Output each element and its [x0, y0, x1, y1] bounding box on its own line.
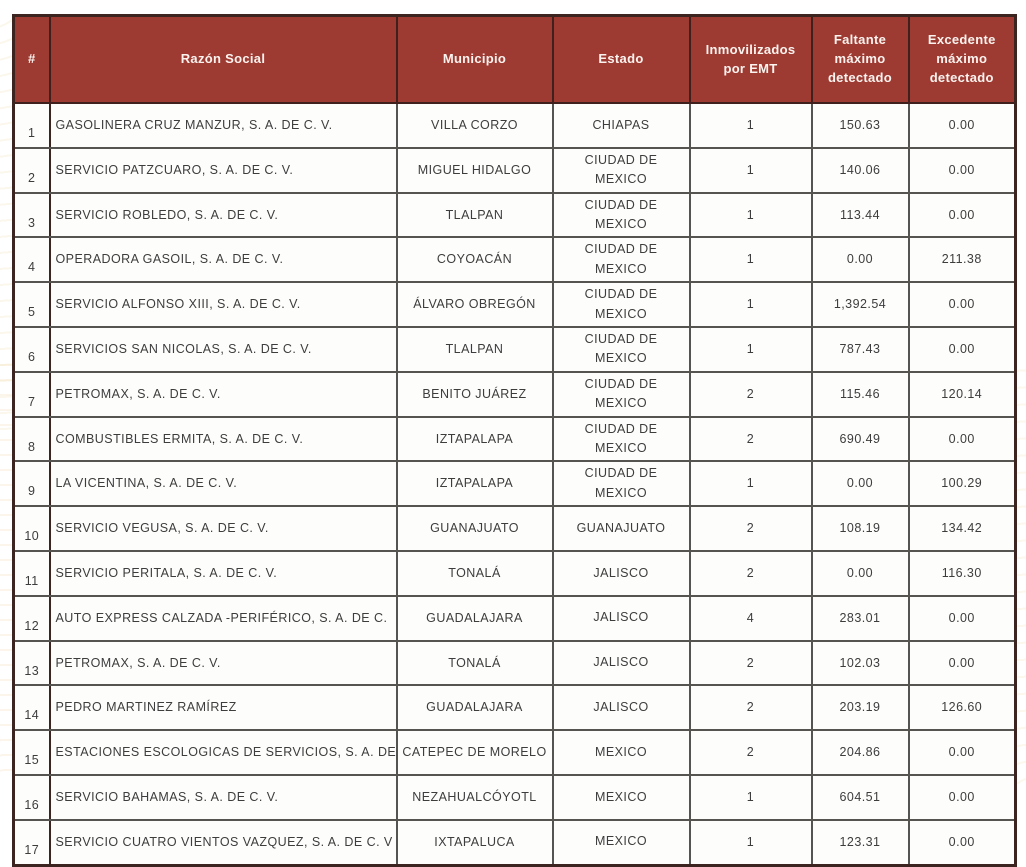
faltante-cell: [812, 461, 909, 506]
column-header-faltante: Faltante máximo detectado: [812, 16, 909, 104]
estado-text: JALISCO: [593, 700, 649, 715]
municipio-text: VILLA CORZO: [431, 118, 518, 133]
row-number-cell: [14, 282, 50, 327]
razon-social-text: GASOLINERA CRUZ MANZUR, S. A. DE C. V.: [55, 118, 333, 133]
faltante-value: 604.51: [839, 789, 881, 804]
inmovilizados-cell: [690, 730, 812, 775]
municipio-cell: [397, 417, 553, 462]
table-row: [14, 282, 1016, 327]
row-number: 4: [28, 260, 36, 275]
razon-social-cell: [50, 730, 397, 775]
row-number-cell: [14, 730, 50, 775]
table-row: [14, 685, 1016, 730]
faltante-cell: [812, 372, 909, 417]
municipio-cell: [397, 641, 553, 686]
inmovilizados-cell: [690, 417, 812, 462]
excedente-value: 0.00: [948, 342, 975, 356]
razon-social-text: SERVICIOS SAN NICOLAS, S. A. DE C. V.: [55, 342, 312, 356]
row-number: 7: [28, 394, 36, 409]
razon-social-cell: [50, 596, 397, 641]
inmovilizados-value: 1: [746, 118, 755, 133]
inmovilizados-cell: [690, 461, 812, 506]
faltante-cell: [812, 193, 909, 238]
municipio-cell: [397, 775, 553, 820]
inmovilizados-value: 1: [746, 789, 755, 804]
table-row: [14, 641, 1016, 686]
municipio-cell: [397, 730, 553, 775]
inmovilizados-value: 2: [746, 521, 755, 536]
table-row: [14, 103, 1016, 148]
razon-social-text: SERVICIO PERITALA, S. A. DE C. V.: [55, 565, 278, 580]
excedente-cell: [909, 551, 1016, 596]
estado-cell: [553, 417, 690, 462]
excedente-value: 0.00: [948, 834, 975, 849]
faltante-cell: [812, 730, 909, 775]
municipio-cell: [397, 506, 553, 551]
municipio-text: IXTAPALUCA: [434, 834, 515, 849]
table-row: [14, 148, 1016, 193]
row-number: 17: [24, 842, 40, 857]
municipio-text: IZTAPALAPA: [435, 476, 514, 491]
excedente-cell: [909, 730, 1016, 775]
inmovilizados-cell: [690, 193, 812, 238]
inmovilizados-value: 1: [746, 207, 755, 222]
inmovilizados-value: 2: [746, 565, 755, 580]
faltante-value: 140.06: [839, 162, 881, 177]
faltante-value: 0.00: [846, 565, 874, 580]
municipio-cell: [397, 685, 553, 730]
inmovilizados-cell: [690, 685, 812, 730]
excedente-cell: [909, 282, 1016, 327]
razon-social-cell: [50, 372, 397, 417]
faltante-value: 204.86: [839, 745, 881, 760]
row-number: 15: [24, 753, 40, 768]
inmovilizados-cell: [690, 596, 812, 641]
municipio-cell: [397, 193, 553, 238]
row-number-cell: [14, 103, 50, 148]
estado-text: CIUDAD DE MEXICO: [584, 242, 658, 276]
column-header-number: #: [14, 16, 50, 104]
excedente-cell: [909, 148, 1016, 193]
excedente-cell: [909, 685, 1016, 730]
faltante-value: 1,392.54: [833, 297, 887, 312]
table-row: [14, 820, 1016, 865]
estado-cell: [553, 596, 690, 641]
row-number-cell: [14, 461, 50, 506]
faltante-cell: [812, 641, 909, 686]
razon-social-cell: [50, 103, 397, 148]
faltante-value: 0.00: [846, 476, 874, 491]
row-number: 13: [24, 663, 40, 678]
excedente-value: 0.00: [948, 162, 975, 177]
municipio-text: IZTAPALAPA: [435, 431, 514, 446]
inmovilizados-cell: [690, 506, 812, 551]
faltante-cell: [812, 417, 909, 462]
estado-cell: [553, 282, 690, 327]
faltante-cell: [812, 596, 909, 641]
table-row: [14, 461, 1016, 506]
inmovilizados-value: 1: [746, 834, 755, 849]
estado-text: CIUDAD DE MEXICO: [584, 466, 658, 500]
row-number: 5: [28, 305, 36, 320]
estado-cell: [553, 775, 690, 820]
razon-social-cell: [50, 237, 397, 282]
razon-social-text: AUTO EXPRESS CALZADA -PERIFÉRICO, S. A. DE C.: [55, 610, 388, 625]
table-row: [14, 551, 1016, 596]
municipio-text: GUADALAJARA: [426, 610, 523, 625]
municipio-text: TLALPAN: [445, 342, 504, 356]
estado-cell: [553, 103, 690, 148]
estado-text: CIUDAD DE MEXICO: [584, 152, 658, 187]
excedente-value: 0.00: [948, 207, 975, 222]
municipio-cell: [397, 820, 553, 865]
estado-text: CIUDAD DE MEXICO: [584, 376, 658, 411]
faltante-value: 0.00: [846, 252, 874, 267]
column-header-inmovilizados: Inmovilizados por EMT: [690, 16, 812, 104]
estado-cell: [553, 237, 690, 282]
row-number: 1: [28, 126, 36, 141]
column-header-municipio: Municipio: [397, 16, 553, 104]
estado-text: CHIAPAS: [592, 117, 650, 132]
razon-social-cell: [50, 506, 397, 551]
row-number: 9: [28, 484, 36, 499]
inmovilizados-value: 1: [746, 252, 755, 267]
estado-text: MEXICO: [594, 834, 647, 849]
excedente-cell: [909, 103, 1016, 148]
report-table-container: [12, 14, 1026, 867]
razon-social-cell: [50, 327, 397, 372]
row-number: 12: [24, 618, 40, 633]
estado-cell: [553, 327, 690, 372]
faltante-cell: [812, 237, 909, 282]
municipio-text: TONALÁ: [448, 655, 501, 670]
table-row: [14, 237, 1016, 282]
excedente-value: 134.42: [941, 521, 983, 536]
municipio-cell: [397, 148, 553, 193]
razon-social-text: SERVICIO ROBLEDO, S. A. DE C. V.: [55, 207, 279, 222]
table-row: [14, 596, 1016, 641]
table-body: [14, 103, 1016, 865]
column-header-estado: Estado: [553, 16, 690, 104]
row-number-cell: [14, 417, 50, 462]
inmovilizados-value: 2: [746, 386, 755, 401]
excedente-value: 0.00: [948, 297, 975, 312]
row-number-cell: [14, 685, 50, 730]
table-row: [14, 193, 1016, 238]
estado-text: CIUDAD DE MEXICO: [584, 421, 658, 455]
estado-text: CIUDAD DE MEXICO: [584, 332, 658, 366]
inmovilizados-cell: [690, 327, 812, 372]
inmovilizados-cell: [690, 282, 812, 327]
inmovilizados-cell: [690, 551, 812, 596]
faltante-value: 113.44: [839, 207, 880, 222]
inmovilizados-value: 2: [746, 431, 755, 446]
razon-social-text: PETROMAX, S. A. DE C. V.: [55, 655, 221, 670]
estado-text: JALISCO: [593, 565, 649, 580]
razon-social-text: SERVICIO PATZCUARO, S. A. DE C. V.: [55, 162, 294, 177]
municipio-text: TLALPAN: [445, 207, 504, 222]
razon-social-text: SERVICIO VEGUSA, S. A. DE C. V.: [55, 521, 269, 536]
column-header-excedente: Excedente máximo detectado: [909, 16, 1016, 104]
municipio-text: COYOACÁN: [436, 252, 513, 267]
razon-social-text: COMBUSTIBLES ERMITA, S. A. DE C. V.: [55, 431, 304, 446]
table-row: [14, 372, 1016, 417]
row-number: 3: [28, 215, 36, 230]
row-number: 2: [28, 170, 36, 185]
excedente-cell: [909, 327, 1016, 372]
excedente-cell: [909, 506, 1016, 551]
row-number: 6: [28, 350, 36, 365]
excedente-value: 0.00: [948, 431, 975, 446]
estado-cell: [553, 685, 690, 730]
table-row: [14, 775, 1016, 820]
faltante-value: 115.46: [839, 386, 880, 401]
municipio-text: NEZAHUALCÓYOTL: [412, 789, 537, 804]
faltante-cell: [812, 103, 909, 148]
municipio-cell: [397, 237, 553, 282]
excedente-cell: [909, 237, 1016, 282]
municipio-text: CATEPEC DE MORELO: [402, 745, 547, 760]
faltante-cell: [812, 327, 909, 372]
estado-text: MEXICO: [594, 789, 647, 804]
excedente-value: 116.30: [941, 565, 982, 580]
faltante-value: 150.63: [839, 118, 881, 133]
estado-text: GUANAJUATO: [576, 520, 666, 535]
estado-cell: [553, 506, 690, 551]
excedente-value: 211.38: [941, 252, 982, 267]
table-row: [14, 506, 1016, 551]
estado-text: MEXICO: [594, 744, 647, 759]
municipio-cell: [397, 372, 553, 417]
excedente-value: 100.29: [941, 476, 983, 491]
razon-social-text: SERVICIO ALFONSO XIII, S. A. DE C. V.: [55, 297, 301, 312]
estado-text: JALISCO: [593, 655, 649, 670]
municipio-text: GUANAJUATO: [430, 521, 519, 536]
row-number-cell: [14, 506, 50, 551]
table-row: [14, 327, 1016, 372]
razon-social-cell: [50, 148, 397, 193]
inmovilizados-cell: [690, 641, 812, 686]
municipio-cell: [397, 282, 553, 327]
row-number: 11: [24, 574, 39, 589]
faltante-cell: [812, 775, 909, 820]
estado-cell: [553, 730, 690, 775]
row-number-cell: [14, 596, 50, 641]
row-number-cell: [14, 193, 50, 238]
excedente-value: 0.00: [948, 745, 975, 760]
faltante-cell: [812, 685, 909, 730]
inmovilizados-value: 1: [746, 476, 755, 491]
excedente-value: 0.00: [948, 789, 975, 804]
table-row: [14, 417, 1016, 462]
faltante-value: 283.01: [839, 610, 881, 625]
estado-cell: [553, 461, 690, 506]
column-header-razon-social: Razón Social: [50, 16, 397, 104]
inmovilizados-value: 1: [746, 297, 755, 312]
inmovilizados-cell: [690, 103, 812, 148]
excedente-value: 0.00: [948, 610, 975, 625]
excedente-value: 120.14: [941, 386, 983, 401]
excedente-cell: [909, 372, 1016, 417]
excedente-cell: [909, 820, 1016, 865]
inmovilizados-cell: [690, 372, 812, 417]
faltante-value: 203.19: [839, 700, 881, 715]
estado-text: CIUDAD DE MEXICO: [584, 197, 658, 231]
municipio-cell: [397, 327, 553, 372]
faltante-value: 108.19: [839, 521, 881, 536]
inmovilizados-value: 2: [746, 700, 755, 715]
excedente-cell: [909, 596, 1016, 641]
estado-text: CIUDAD DE MEXICO: [584, 287, 658, 321]
gas-stations-table: [12, 14, 1017, 867]
excedente-cell: [909, 775, 1016, 820]
faltante-cell: [812, 820, 909, 865]
razon-social-cell: [50, 775, 397, 820]
razon-social-text: ESTACIONES ESCOLOGICAS DE SERVICIOS, S. A. DE: [55, 745, 397, 760]
razon-social-cell: [50, 551, 397, 596]
header-row: [14, 16, 1016, 104]
razon-social-cell: [50, 685, 397, 730]
row-number-cell: [14, 775, 50, 820]
inmovilizados-cell: [690, 775, 812, 820]
row-number-cell: [14, 641, 50, 686]
excedente-cell: [909, 193, 1016, 238]
estado-text: JALISCO: [593, 610, 649, 625]
estado-cell: [553, 551, 690, 596]
razon-social-cell: [50, 641, 397, 686]
faltante-value: 787.43: [839, 342, 881, 356]
excedente-value: 0.00: [948, 118, 975, 133]
inmovilizados-cell: [690, 820, 812, 865]
faltante-value: 123.31: [839, 834, 881, 849]
table-header: [14, 16, 1016, 104]
row-number-cell: [14, 820, 50, 865]
inmovilizados-cell: [690, 237, 812, 282]
municipio-cell: [397, 103, 553, 148]
excedente-value: 0.00: [948, 655, 975, 670]
row-number-cell: [14, 237, 50, 282]
row-number: 16: [24, 798, 40, 812]
faltante-cell: [812, 551, 909, 596]
municipio-text: MIGUEL HIDALGO: [417, 162, 532, 177]
municipio-text: TONALÁ: [448, 565, 501, 580]
estado-cell: [553, 641, 690, 686]
estado-cell: [553, 820, 690, 865]
faltante-cell: [812, 282, 909, 327]
faltante-value: 102.03: [839, 655, 881, 670]
faltante-cell: [812, 148, 909, 193]
estado-cell: [553, 148, 690, 193]
razon-social-cell: [50, 282, 397, 327]
excedente-cell: [909, 461, 1016, 506]
municipio-text: ÁLVARO OBREGÓN: [413, 297, 536, 312]
razon-social-text: SERVICIO BAHAMAS, S. A. DE C. V.: [55, 789, 279, 804]
row-number: 10: [24, 529, 40, 544]
estado-cell: [553, 372, 690, 417]
razon-social-cell: [50, 820, 397, 865]
excedente-cell: [909, 417, 1016, 462]
municipio-text: GUADALAJARA: [426, 700, 523, 715]
estado-cell: [553, 193, 690, 238]
row-number-cell: [14, 327, 50, 372]
razon-social-text: PEDRO MARTINEZ RAMÍREZ: [55, 700, 237, 715]
excedente-cell: [909, 641, 1016, 686]
razon-social-cell: [50, 461, 397, 506]
row-number: 14: [24, 708, 40, 723]
municipio-text: BENITO JUÁREZ: [422, 386, 527, 401]
municipio-cell: [397, 596, 553, 641]
excedente-value: 126.60: [941, 700, 983, 715]
row-number-cell: [14, 551, 50, 596]
razon-social-text: PETROMAX, S. A. DE C. V.: [55, 386, 221, 401]
row-number-cell: [14, 148, 50, 193]
municipio-cell: [397, 551, 553, 596]
razon-social-text: LA VICENTINA, S. A. DE C. V.: [55, 476, 238, 491]
faltante-cell: [812, 506, 909, 551]
municipio-cell: [397, 461, 553, 506]
inmovilizados-value: 2: [746, 655, 755, 670]
inmovilizados-value: 2: [746, 745, 755, 760]
razon-social-cell: [50, 417, 397, 462]
table-row: [14, 730, 1016, 775]
inmovilizados-value: 1: [746, 162, 755, 177]
faltante-value: 690.49: [839, 431, 881, 446]
inmovilizados-cell: [690, 148, 812, 193]
razon-social-text: OPERADORA GASOIL, S. A. DE C. V.: [55, 252, 284, 267]
razon-social-text: SERVICIO CUATRO VIENTOS VAZQUEZ, S. A. DE C. V: [55, 834, 393, 849]
inmovilizados-value: 4: [746, 610, 755, 625]
razon-social-cell: [50, 193, 397, 238]
row-number: 8: [28, 439, 36, 454]
inmovilizados-value: 1: [746, 342, 755, 356]
row-number-cell: [14, 372, 50, 417]
